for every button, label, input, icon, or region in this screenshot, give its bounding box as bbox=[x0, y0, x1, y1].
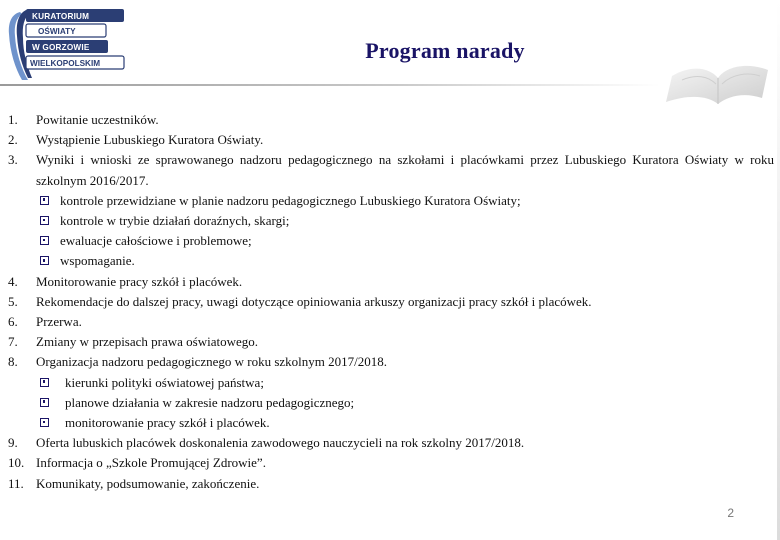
item-text: Organizacja nadzoru pedagogicznego w roku szkolnym 2017/2018. bbox=[36, 354, 388, 370]
agenda-item-7 bbox=[8, 332, 774, 352]
agenda-item-2 bbox=[8, 130, 774, 150]
item-number: 7. bbox=[8, 334, 18, 350]
agenda-item-10 bbox=[8, 453, 774, 473]
item-number: 1. bbox=[8, 112, 18, 127]
sub-item-text: ewaluacje całościowe i problemowe; bbox=[60, 233, 252, 249]
sub-item bbox=[40, 393, 774, 413]
sub-item bbox=[40, 413, 774, 433]
item-number: 11. bbox=[8, 475, 24, 491]
agenda-item-9 bbox=[8, 433, 774, 453]
item-number: 10. bbox=[8, 455, 25, 471]
item-text: Oferta lubuskich placówek doskonalenia zawodowego nauczycieli na rok szkolny 2017/2018. bbox=[36, 435, 525, 451]
checkbox-bullet-icon bbox=[40, 216, 49, 225]
sub-item bbox=[40, 191, 774, 211]
logo-line-2: OŚWIATY bbox=[38, 26, 76, 36]
checkbox-bullet-icon bbox=[40, 398, 49, 407]
sub-item bbox=[40, 373, 774, 393]
checkbox-bullet-icon bbox=[40, 236, 49, 245]
sub-item-text: kierunki polityki oświatowej państwa; bbox=[65, 374, 264, 390]
sub-item bbox=[40, 231, 774, 251]
header-divider bbox=[0, 84, 660, 86]
checkbox-bullet-icon bbox=[40, 256, 49, 265]
agenda-item-1 bbox=[8, 110, 774, 130]
item-text: Zmiany w przepisach prawa oświatowego. bbox=[36, 334, 259, 350]
checkbox-bullet-icon bbox=[40, 378, 49, 387]
item-number: 9. bbox=[8, 435, 18, 451]
agenda-item-6 bbox=[8, 312, 774, 332]
item-number: 8. bbox=[8, 354, 18, 370]
sub-item-text: wspomaganie. bbox=[60, 253, 135, 269]
sub-item-text: kontrole w trybie działań doraźnych, skargi; bbox=[60, 213, 290, 229]
item-text: Wyniki i wnioski ze sprawowanego nadzoru pedagogicznego na szkołami i placówkami przez Lubuskiego Kuratora Oświaty w roku szkolnym 2016/2017. bbox=[36, 152, 774, 188]
sub-item bbox=[40, 211, 774, 231]
kuratorium-logo bbox=[6, 6, 130, 86]
agenda-item-4 bbox=[8, 272, 774, 292]
sub-item bbox=[40, 251, 774, 271]
agenda-item-5 bbox=[8, 292, 774, 312]
logo-line-3: W GORZOWIE bbox=[32, 42, 90, 52]
page-title: Program narady bbox=[365, 38, 525, 63]
item-number: 2. bbox=[8, 132, 18, 148]
item-number: 5. bbox=[8, 293, 18, 309]
item-text: Wystąpienie Lubuskiego Kuratora Oświaty. bbox=[36, 132, 264, 148]
agenda-item-11 bbox=[8, 474, 774, 494]
checkbox-bullet-icon bbox=[40, 196, 49, 205]
item-number: 6. bbox=[8, 314, 18, 330]
logo-line-4: WIELKOPOLSKIM bbox=[30, 58, 101, 68]
item-number: 3. bbox=[8, 152, 18, 168]
sub-item-text: kontrole przewidziane w planie nadzoru pedagogicznego Lubuskiego Kuratora Oświaty; bbox=[60, 192, 521, 208]
item-text: Rekomendacje do dalszej pracy, uwagi dotyczące opiniowania arkuszy organizacji pracy szkół i placówek. bbox=[36, 293, 592, 309]
item-text: Monitorowanie pracy szkół i placówek. bbox=[36, 273, 243, 289]
agenda-item-8 bbox=[8, 352, 774, 372]
sub-item-text: planowe działania w zakresie nadzoru pedagogicznego; bbox=[65, 394, 355, 410]
item-text: Komunikaty, podsumowanie, zakończenie. bbox=[36, 475, 260, 491]
agenda-list bbox=[8, 110, 774, 494]
sub-item-text: monitorowanie pracy szkół i placówek. bbox=[65, 415, 270, 431]
item-text: Informacja o „Szkole Promującej Zdrowie”. bbox=[36, 455, 266, 471]
agenda-item-3 bbox=[8, 150, 774, 190]
page-number: 2 bbox=[727, 506, 734, 520]
logo-line-1: KURATORIUM bbox=[32, 11, 90, 21]
item-number: 4. bbox=[8, 273, 18, 289]
checkbox-bullet-icon bbox=[40, 418, 49, 427]
item-text: Powitanie uczestników. bbox=[36, 112, 159, 127]
item-text: Przerwa. bbox=[36, 314, 82, 330]
